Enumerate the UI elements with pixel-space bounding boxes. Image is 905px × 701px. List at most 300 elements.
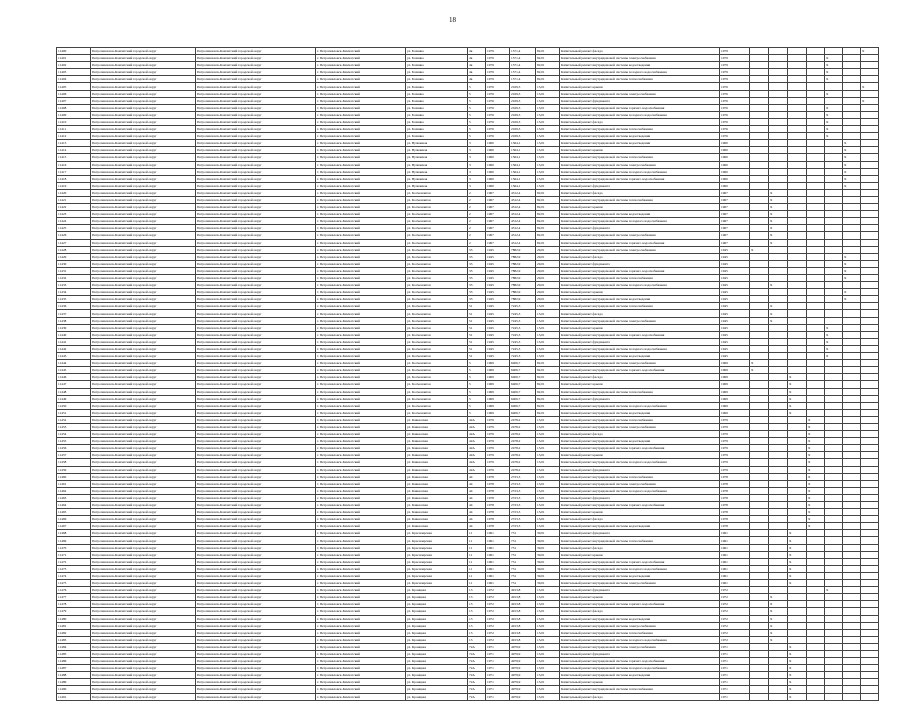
- period-mark-cell: [861, 544, 879, 551]
- period-mark-cell: [807, 133, 825, 140]
- start-year-cell: 1961: [720, 544, 750, 551]
- municipality-cell: Петропавловск-Камчатский городской округ: [196, 487, 316, 494]
- row-number: 11476: [57, 587, 91, 594]
- street-cell: ул. Бохняка: [406, 48, 468, 55]
- start-year-cell: 1960: [720, 140, 750, 147]
- start-year-cell: 1967: [720, 225, 750, 232]
- region-cell: Петропавловск-Камчатский городской округ: [91, 97, 196, 104]
- area-cell: 7882,9: [510, 260, 536, 267]
- period-mark-cell: [750, 310, 769, 317]
- table-row: [57, 544, 879, 551]
- table-row: [57, 643, 879, 650]
- house-number-cell: 5: [468, 374, 486, 381]
- street-cell: ул. Космонавтов: [406, 253, 468, 260]
- house-number-cell: 13: [468, 622, 486, 629]
- row-number: 11484: [57, 643, 91, 650]
- table-row: [57, 480, 879, 487]
- work-type-cell: Капитальный ремонт внутридомовой системы холодного водоснабжения: [560, 111, 720, 118]
- period-mark-cell: X: [769, 189, 788, 196]
- region-cell: Петропавловск-Камчатский городской округ: [91, 388, 196, 395]
- period-mark-cell: [843, 445, 861, 452]
- cost-cell: 39,01: [536, 551, 560, 558]
- street-cell: ул. Бохняка: [406, 69, 468, 76]
- period-mark-cell: [843, 679, 861, 686]
- street-cell: ул. Кронцкая: [406, 679, 468, 686]
- period-mark-cell: [750, 572, 769, 579]
- table-row: [57, 55, 879, 62]
- start-year-cell: 1979: [720, 69, 750, 76]
- period-mark-cell: X: [750, 360, 769, 367]
- area-cell: 1571,4: [510, 76, 536, 83]
- region-cell: Петропавловск-Камчатский городской округ: [91, 409, 196, 416]
- street-cell: ул. Кавказская: [406, 445, 468, 452]
- period-mark-cell: [750, 97, 769, 104]
- build-year-cell: 1979: [486, 452, 510, 459]
- work-type-cell: Капитальный ремонт внутридомовой системы горячего водоснабжения: [560, 239, 720, 246]
- period-mark-cell: [750, 558, 769, 565]
- start-year-cell: 1969: [720, 381, 750, 388]
- municipality-cell: Петропавловск-Камчатский городской округ: [196, 331, 316, 338]
- region-cell: Петропавловск-Камчатский городской округ: [91, 473, 196, 480]
- period-mark-cell: [750, 544, 769, 551]
- cost-cell: 13,01: [536, 104, 560, 111]
- cost-cell: 82,01: [536, 360, 560, 367]
- period-mark-cell: [807, 643, 825, 650]
- start-year-cell: 1960: [720, 154, 750, 161]
- house-number-cell: 3: [468, 154, 486, 161]
- city-cell: г. Петропавловск-Камчатский: [316, 353, 406, 360]
- period-mark-cell: [861, 643, 879, 650]
- city-cell: г. Петропавловск-Камчатский: [316, 466, 406, 473]
- table-row: [57, 587, 879, 594]
- period-mark-cell: X: [843, 161, 861, 168]
- period-mark-cell: [788, 97, 807, 104]
- period-mark-cell: [807, 282, 825, 289]
- period-mark-cell: [769, 267, 788, 274]
- period-mark-cell: [861, 175, 879, 182]
- house-number-cell: 51: [468, 331, 486, 338]
- build-year-cell: 1945: [486, 331, 510, 338]
- street-cell: ул. Космонавтов: [406, 232, 468, 239]
- build-year-cell: 1967: [486, 189, 510, 196]
- house-number-cell: 5: [468, 360, 486, 367]
- period-mark-cell: [769, 658, 788, 665]
- work-type-cell: Капитальный ремонт внутридомовой системы горячего водоснабжения: [560, 601, 720, 608]
- work-type-cell: Капитальный ремонт внутридомовой системы горячего водоснабжения: [560, 367, 720, 374]
- city-cell: г. Петропавловск-Камчатский: [316, 523, 406, 530]
- start-year-cell: 1976: [720, 118, 750, 125]
- street-cell: ул. Космонавтов: [406, 409, 468, 416]
- period-mark-cell: X: [807, 487, 825, 494]
- period-mark-cell: X: [825, 62, 843, 69]
- city-cell: г. Петропавловск-Камчатский: [316, 572, 406, 579]
- period-mark-cell: [769, 381, 788, 388]
- table-row: [57, 658, 879, 665]
- period-mark-cell: [750, 580, 769, 587]
- municipality-cell: Петропавловск-Камчатский городской округ: [196, 345, 316, 352]
- start-year-cell: 1972: [720, 636, 750, 643]
- row-number: 11440: [57, 331, 91, 338]
- period-mark-cell: [750, 516, 769, 523]
- period-mark-cell: [825, 431, 843, 438]
- table-row: [57, 246, 879, 253]
- row-number: 11483: [57, 636, 91, 643]
- area-cell: 1571,4: [510, 55, 536, 62]
- period-mark-cell: [788, 232, 807, 239]
- city-cell: г. Петропавловск-Камчатский: [316, 587, 406, 594]
- period-mark-cell: [861, 402, 879, 409]
- cost-cell: 13,01: [536, 459, 560, 466]
- period-mark-cell: [861, 189, 879, 196]
- region-cell: Петропавловск-Камчатский городской округ: [91, 487, 196, 494]
- period-mark-cell: [825, 502, 843, 509]
- area-cell: 2169,3: [510, 97, 536, 104]
- start-year-cell: 1978: [720, 509, 750, 516]
- period-mark-cell: [825, 438, 843, 445]
- period-mark-cell: [825, 303, 843, 310]
- work-type-cell: Капитальный ремонт внутридомовой системы водоотведения: [560, 523, 720, 530]
- row-number: 11450: [57, 402, 91, 409]
- region-cell: Петропавловск-Камчатский городской округ: [91, 204, 196, 211]
- cost-cell: 13,01: [536, 423, 560, 430]
- municipality-cell: Петропавловск-Камчатский городской округ: [196, 275, 316, 282]
- city-cell: г. Петропавловск-Камчатский: [316, 565, 406, 572]
- house-number-cell: 5: [468, 90, 486, 97]
- region-cell: Петропавловск-Камчатский городской округ: [91, 140, 196, 147]
- region-cell: Петропавловск-Камчатский городской округ: [91, 303, 196, 310]
- period-mark-cell: X: [825, 76, 843, 83]
- cost-cell: 13,01: [536, 629, 560, 636]
- period-mark-cell: [825, 189, 843, 196]
- street-cell: ул. Бохняка: [406, 111, 468, 118]
- row-number: 11479: [57, 608, 91, 615]
- start-year-cell: 1971: [720, 693, 750, 700]
- period-mark-cell: [788, 289, 807, 296]
- region-cell: Петропавловск-Камчатский городской округ: [91, 594, 196, 601]
- period-mark-cell: [750, 672, 769, 679]
- period-mark-cell: [861, 480, 879, 487]
- period-mark-cell: [825, 409, 843, 416]
- cost-cell: 13,01: [536, 494, 560, 501]
- work-type-cell: Капитальный ремонт внутридомовой системы электроснабжения: [560, 161, 720, 168]
- row-number: 11488: [57, 672, 91, 679]
- street-cell: ул. Кронцкая: [406, 636, 468, 643]
- house-number-cell: 33: [468, 289, 486, 296]
- period-mark-cell: [788, 140, 807, 147]
- period-mark-cell: [861, 587, 879, 594]
- area-cell: 7882,9: [510, 296, 536, 303]
- cost-cell: 39,01: [536, 537, 560, 544]
- city-cell: г. Петропавловск-Камчатский: [316, 62, 406, 69]
- area-cell: 4979,9: [510, 643, 536, 650]
- period-mark-cell: [825, 253, 843, 260]
- period-mark-cell: [861, 90, 879, 97]
- work-type-cell: Капитальный ремонт внутридомовой системы теплоснабжения: [560, 473, 720, 480]
- cost-cell: 29,01: [536, 289, 560, 296]
- period-mark-cell: [807, 367, 825, 374]
- period-mark-cell: [769, 665, 788, 672]
- period-mark-cell: [750, 175, 769, 182]
- period-mark-cell: [807, 218, 825, 225]
- start-year-cell: 1961: [720, 551, 750, 558]
- house-number-cell: 4в: [468, 48, 486, 55]
- area-cell: 2723,3: [510, 487, 536, 494]
- table-row: [57, 118, 879, 125]
- period-mark-cell: X: [788, 551, 807, 558]
- region-cell: Петропавловск-Камчатский городской округ: [91, 558, 196, 565]
- period-mark-cell: [843, 537, 861, 544]
- municipality-cell: Петропавловск-Камчатский городской округ: [196, 629, 316, 636]
- period-mark-cell: [788, 310, 807, 317]
- municipality-cell: Петропавловск-Камчатский городской округ: [196, 133, 316, 140]
- municipality-cell: Петропавловск-Камчатский городской округ: [196, 601, 316, 608]
- period-mark-cell: [750, 118, 769, 125]
- table-row: [57, 126, 879, 133]
- period-mark-cell: [788, 296, 807, 303]
- city-cell: г. Петропавловск-Камчатский: [316, 438, 406, 445]
- period-mark-cell: [807, 565, 825, 572]
- municipality-cell: Петропавловск-Камчатский городской округ: [196, 423, 316, 430]
- start-year-cell: 1972: [720, 622, 750, 629]
- period-mark-cell: [807, 345, 825, 352]
- region-cell: Петропавловск-Камчатский городской округ: [91, 494, 196, 501]
- street-cell: ул. Космонавтов: [406, 211, 468, 218]
- city-cell: г. Петропавловск-Камчатский: [316, 409, 406, 416]
- period-mark-cell: [750, 381, 769, 388]
- period-mark-cell: X: [807, 509, 825, 516]
- period-mark-cell: [825, 182, 843, 189]
- period-mark-cell: [861, 395, 879, 402]
- street-cell: ул. Космонавтов: [406, 367, 468, 374]
- start-year-cell: 1945: [720, 353, 750, 360]
- period-mark-cell: [788, 154, 807, 161]
- city-cell: г. Петропавловск-Камчатский: [316, 97, 406, 104]
- period-mark-cell: [843, 509, 861, 516]
- period-mark-cell: [769, 643, 788, 650]
- period-mark-cell: [861, 459, 879, 466]
- region-cell: Петропавловск-Камчатский городской округ: [91, 367, 196, 374]
- period-mark-cell: [843, 331, 861, 338]
- build-year-cell: 1969: [486, 402, 510, 409]
- city-cell: г. Петропавловск-Камчатский: [316, 395, 406, 402]
- build-year-cell: 1971: [486, 686, 510, 693]
- region-cell: Петропавловск-Камчатский городской округ: [91, 466, 196, 473]
- build-year-cell: 1976: [486, 133, 510, 140]
- build-year-cell: 1978: [486, 523, 510, 530]
- house-number-cell: 51: [468, 324, 486, 331]
- period-mark-cell: X: [825, 104, 843, 111]
- period-mark-cell: [769, 62, 788, 69]
- build-year-cell: 1969: [486, 381, 510, 388]
- period-mark-cell: [861, 530, 879, 537]
- house-number-cell: 33: [468, 267, 486, 274]
- house-number-cell: 33: [468, 275, 486, 282]
- period-mark-cell: [769, 494, 788, 501]
- period-mark-cell: [807, 211, 825, 218]
- period-mark-cell: [825, 225, 843, 232]
- period-mark-cell: [750, 260, 769, 267]
- table-row: [57, 189, 879, 196]
- period-mark-cell: X: [788, 388, 807, 395]
- row-number: 11490: [57, 686, 91, 693]
- start-year-cell: 1979: [720, 55, 750, 62]
- period-mark-cell: [861, 126, 879, 133]
- period-mark-cell: X: [807, 523, 825, 530]
- region-cell: Петропавловск-Камчатский городской округ: [91, 218, 196, 225]
- period-mark-cell: X: [788, 665, 807, 672]
- row-number: 11481: [57, 622, 91, 629]
- house-number-cell: 42А: [468, 416, 486, 423]
- build-year-cell: 1960: [486, 175, 510, 182]
- house-number-cell: 11: [468, 530, 486, 537]
- cost-cell: 13,01: [536, 622, 560, 629]
- area-cell: 7245,3: [510, 331, 536, 338]
- region-cell: Петропавловск-Камчатский городской округ: [91, 402, 196, 409]
- period-mark-cell: [788, 90, 807, 97]
- build-year-cell: 1961: [486, 558, 510, 565]
- build-year-cell: 1979: [486, 431, 510, 438]
- area-cell: 2169,3: [510, 90, 536, 97]
- house-number-cell: 2: [468, 204, 486, 211]
- house-number-cell: 5: [468, 395, 486, 402]
- period-mark-cell: [807, 558, 825, 565]
- period-mark-cell: [861, 423, 879, 430]
- start-year-cell: 1945: [720, 282, 750, 289]
- street-cell: ул. Вулканная: [406, 161, 468, 168]
- period-mark-cell: [788, 182, 807, 189]
- period-mark-cell: [843, 544, 861, 551]
- period-mark-cell: [750, 182, 769, 189]
- period-mark-cell: [843, 246, 861, 253]
- period-mark-cell: [843, 126, 861, 133]
- street-cell: ул. Кавказская: [406, 487, 468, 494]
- period-mark-cell: [861, 196, 879, 203]
- period-mark-cell: [750, 168, 769, 175]
- period-mark-cell: [788, 601, 807, 608]
- cost-cell: 39,01: [536, 530, 560, 537]
- municipality-cell: Петропавловск-Камчатский городской округ: [196, 558, 316, 565]
- house-number-cell: 3: [468, 175, 486, 182]
- build-year-cell: 1945: [486, 296, 510, 303]
- house-number-cell: 42А: [468, 466, 486, 473]
- table-row: [57, 168, 879, 175]
- period-mark-cell: [843, 650, 861, 657]
- house-number-cell: 42А: [468, 445, 486, 452]
- region-cell: Петропавловск-Камчатский городской округ: [91, 260, 196, 267]
- cost-cell: 13,01: [536, 118, 560, 125]
- table-row: [57, 83, 879, 90]
- house-number-cell: 72А: [468, 658, 486, 665]
- period-mark-cell: [769, 686, 788, 693]
- municipality-cell: Петропавловск-Камчатский городской округ: [196, 83, 316, 90]
- street-cell: ул. Космонавтов: [406, 196, 468, 203]
- municipality-cell: Петропавловск-Камчатский городской округ: [196, 260, 316, 267]
- street-cell: ул. Кронцкая: [406, 693, 468, 700]
- start-year-cell: 1961: [720, 572, 750, 579]
- period-mark-cell: [769, 246, 788, 253]
- build-year-cell: 1979: [486, 466, 510, 473]
- period-mark-cell: [825, 232, 843, 239]
- house-number-cell: 5: [468, 367, 486, 374]
- period-mark-cell: [788, 353, 807, 360]
- period-mark-cell: [807, 331, 825, 338]
- build-year-cell: 1960: [486, 168, 510, 175]
- work-type-cell: Капитальный ремонт внутридомовой системы теплоснабжения: [560, 388, 720, 395]
- period-mark-cell: [843, 516, 861, 523]
- region-cell: Петропавловск-Камчатский городской округ: [91, 154, 196, 161]
- start-year-cell: 1978: [720, 502, 750, 509]
- area-cell: 731: [510, 572, 536, 579]
- period-mark-cell: [807, 409, 825, 416]
- period-mark-cell: [750, 104, 769, 111]
- city-cell: г. Петропавловск-Камчатский: [316, 551, 406, 558]
- page-number: 18: [449, 16, 456, 24]
- street-cell: ул. Бохняка: [406, 62, 468, 69]
- build-year-cell: 1971: [486, 672, 510, 679]
- row-number: 11404: [57, 76, 91, 83]
- period-mark-cell: [843, 353, 861, 360]
- period-mark-cell: [843, 608, 861, 615]
- build-year-cell: 1961: [486, 537, 510, 544]
- street-cell: ул. Космонавтов: [406, 239, 468, 246]
- table-row: [57, 502, 879, 509]
- cost-cell: 13,01: [536, 182, 560, 189]
- period-mark-cell: [750, 650, 769, 657]
- street-cell: ул. Вулканная: [406, 182, 468, 189]
- city-cell: г. Петропавловск-Камчатский: [316, 90, 406, 97]
- city-cell: г. Петропавловск-Камчатский: [316, 487, 406, 494]
- region-cell: Петропавловск-Камчатский городской округ: [91, 480, 196, 487]
- period-mark-cell: [825, 360, 843, 367]
- period-mark-cell: [807, 530, 825, 537]
- period-mark-cell: [788, 622, 807, 629]
- table-row: [57, 494, 879, 501]
- period-mark-cell: [788, 487, 807, 494]
- period-mark-cell: [825, 544, 843, 551]
- period-mark-cell: [769, 431, 788, 438]
- city-cell: г. Петропавловск-Камчатский: [316, 452, 406, 459]
- house-number-cell: 3: [468, 182, 486, 189]
- period-mark-cell: [750, 686, 769, 693]
- table-row: [57, 62, 879, 69]
- street-cell: ул. Космонавтов: [406, 331, 468, 338]
- build-year-cell: 1961: [486, 544, 510, 551]
- period-mark-cell: [825, 523, 843, 530]
- start-year-cell: 1961: [720, 530, 750, 537]
- build-year-cell: 1976: [486, 83, 510, 90]
- area-cell: 2723,3: [510, 523, 536, 530]
- period-mark-cell: [750, 523, 769, 530]
- house-number-cell: 13: [468, 629, 486, 636]
- period-mark-cell: X: [788, 530, 807, 537]
- city-cell: г. Петропавловск-Камчатский: [316, 182, 406, 189]
- area-cell: 6406,7: [510, 402, 536, 409]
- area-cell: 731: [510, 551, 536, 558]
- period-mark-cell: [861, 438, 879, 445]
- period-mark-cell: [769, 487, 788, 494]
- region-cell: Петропавловск-Камчатский городской округ: [91, 189, 196, 196]
- region-cell: Петропавловск-Камчатский городской округ: [91, 672, 196, 679]
- work-type-cell: Капитальный ремонт внутридомовой системы теплоснабжения: [560, 196, 720, 203]
- house-number-cell: 3: [468, 140, 486, 147]
- period-mark-cell: [807, 615, 825, 622]
- municipality-cell: Петропавловск-Камчатский городской округ: [196, 672, 316, 679]
- period-mark-cell: [807, 395, 825, 402]
- period-mark-cell: [769, 402, 788, 409]
- house-number-cell: 51: [468, 310, 486, 317]
- row-number: 11456: [57, 445, 91, 452]
- street-cell: ул. Космонавтов: [406, 289, 468, 296]
